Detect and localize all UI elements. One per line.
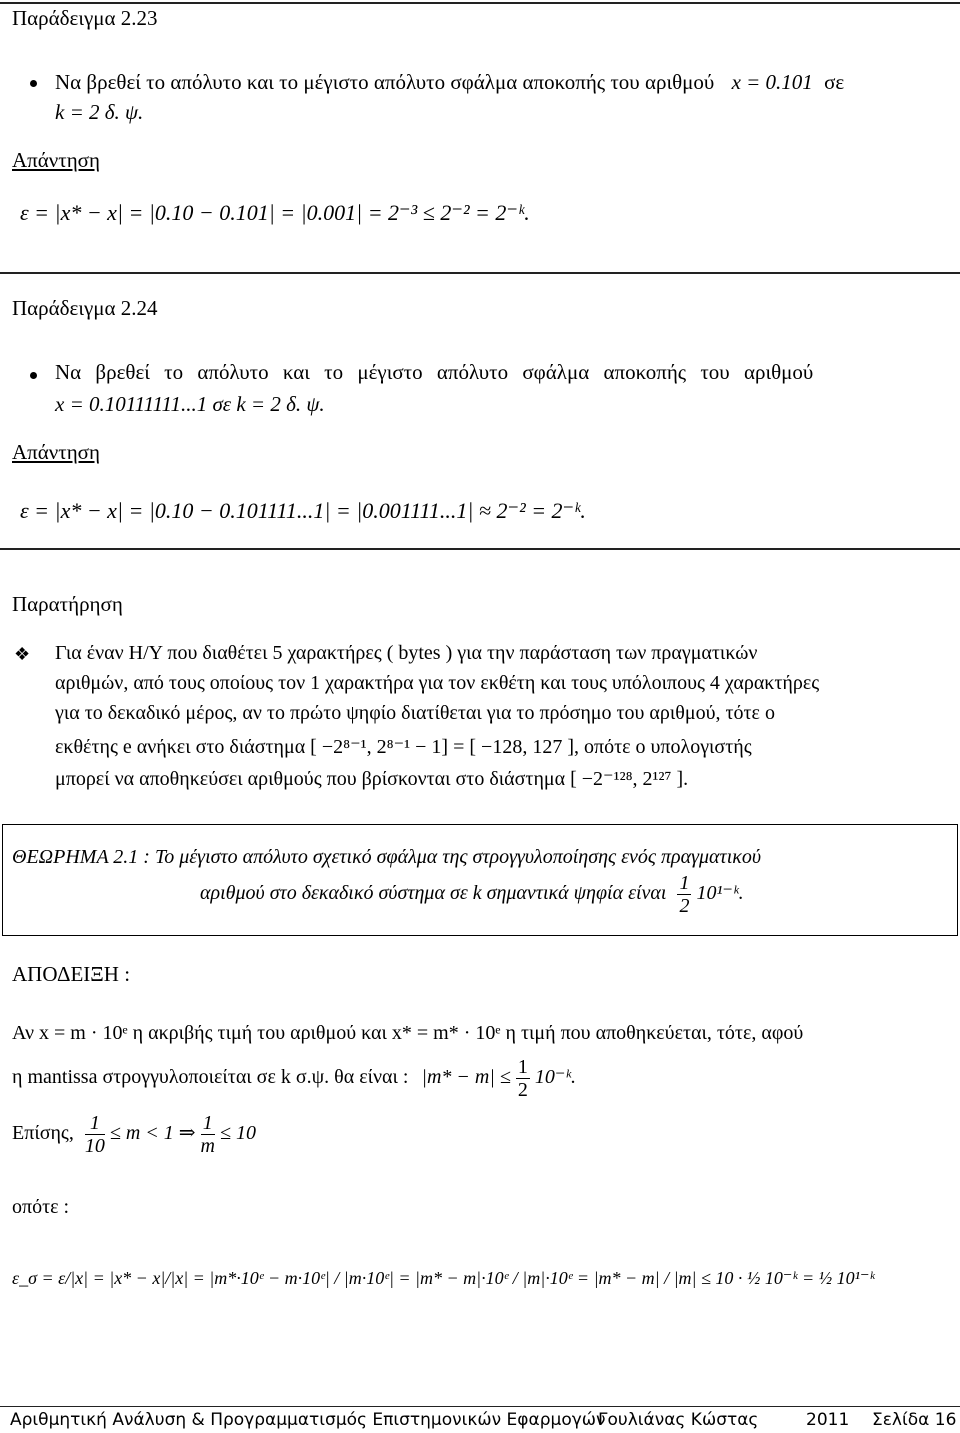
proof-title: ΑΠΟΔΕΙΞΗ : (12, 962, 131, 986)
ex24-item-line1: Να βρεθεί το απόλυτο και το μέγιστο απόλυτο σφάλμα αποκοπής του αριθμού (55, 360, 814, 384)
remark-title: Παρατήρηση (12, 592, 123, 616)
remark-line1: Για έναν Η/Υ που διαθέτει 5 χαρακτήρες ( bytes ) για την παράσταση των πραγματικών (55, 642, 758, 664)
proof-line1: Αν x = m · 10ᵉ η ακριβής τιμή του αριθμού και x* = m* · 10ᵉ η τιμή που αποθηκεύεται, τότε, αφού (12, 1022, 804, 1044)
remark-line5: μπορεί να αποθηκεύσει αριθμούς που βρίσκονται στο διάστημα [ −2⁻¹²⁸, 2¹²⁷ ]. (55, 768, 689, 790)
also-fraction-1: $\frac{1}{10}$ (84, 1112, 105, 1157)
remark-line3: για το δεκαδικό μέρος, αν το πρώτο ψηφίο διατίθεται για το πρόσημο του αριθμού, τότε ο (55, 702, 775, 724)
footer-author: Γουλιάνας Κώστας (598, 1410, 759, 1430)
footer-page-number: Σελίδα 16 (872, 1410, 957, 1430)
footer-rule (0, 1406, 960, 1407)
proof-also-line: Επίσης, $\frac{1}{10}$ ≤ m < 1 ⇒ $\frac{1}{m}$ ≤ 10 (12, 1112, 256, 1157)
example-2-24-title: Παράδειγμα 2.24 (12, 296, 158, 320)
bullet-icon (30, 372, 37, 379)
ex23-answer-heading: Απάντηση (12, 148, 100, 172)
proof-line2-fraction: $\frac{1}{2}$ (517, 1056, 528, 1101)
ex23-item-line2: k = 2 δ. ψ. (55, 100, 144, 124)
also-fraction-2: $\frac{1}{m}$ (200, 1112, 215, 1157)
ex23-item-value: x = 0.101 (731, 70, 813, 94)
ex24-answer-heading: Απάντηση (12, 440, 100, 464)
rule-before-remark (0, 548, 960, 550)
footer-year: 2011 (806, 1410, 850, 1430)
rule-before-ex24 (0, 272, 960, 274)
theorem-fraction: $\frac{1}{2}$ (679, 872, 690, 917)
theorem-line2: αριθμού στο δεκαδικό σύστημα σε k σημαντικά ψηφία είναι $\frac{1}{2}$ 10¹⁻ᵏ. (200, 872, 744, 917)
footer-course-title: Αριθμητική Ανάλυση & Προγραμματισμός Επιστημονικών Εφαρμογών (10, 1410, 606, 1430)
top-rule (0, 2, 960, 4)
ex24-item-line2: x = 0.10111111...1 σε k = 2 δ. ψ. (55, 392, 325, 416)
theorem-line1: ΘΕΩΡΗΜΑ 2.1 : Το μέγιστο απόλυτο σχετικό σφάλμα της στρογγυλοποίησης ενός πραγματικού (12, 846, 762, 868)
proof-line2: η mantissa στρογγυλοποιείται σε k σ.ψ. θα είναι : |m* − m| ≤ $\frac{1}{2}$ 10⁻ᵏ. (12, 1056, 577, 1101)
diamond-bullet-icon: ❖ (14, 644, 31, 664)
proof-final-formula: ε_σ = ε/|x| = |x* − x|/|x| = |m*·10ᵉ − m·10ᵉ| / |m·10ᵉ| = |m* − m|·10ᵉ / |m|·10ᵉ = |m* − m| / |m| ≤ 10 · ½ 10⁻ᵏ = ½ 10¹⁻ᵏ (12, 1268, 875, 1288)
example-2-23-title: Παράδειγμα 2.23 (12, 6, 158, 30)
proof-opote: οπότε : (12, 1196, 70, 1218)
ex24-formula: ε = |x* − x| = |0.10 − 0.101111...1| = |0.001111...1| ≈ 2⁻² = 2⁻ᵏ. (20, 498, 586, 523)
remark-line4: εκθέτης e ανήκει στο διάστημα [ −2⁸⁻¹, 2⁸⁻¹ − 1] = [ −128, 127 ], οπότε ο υπολογιστής (55, 736, 752, 758)
ex23-formula: ε = |x* − x| = |0.10 − 0.101| = |0.001| = 2⁻³ ≤ 2⁻² = 2⁻ᵏ. (20, 200, 530, 225)
bullet-icon (30, 80, 37, 87)
remark-line2: αριθμών, από τους οποίους τον 1 χαρακτήρα για τον εκθέτη και τους υπόλοιπους 4 χαρακτήρες (55, 672, 820, 694)
ex23-item-line1: Να βρεθεί το απόλυτο και το μέγιστο απόλυτο σφάλμα αποκοπής του αριθμού x = 0.101 σε (55, 70, 845, 94)
